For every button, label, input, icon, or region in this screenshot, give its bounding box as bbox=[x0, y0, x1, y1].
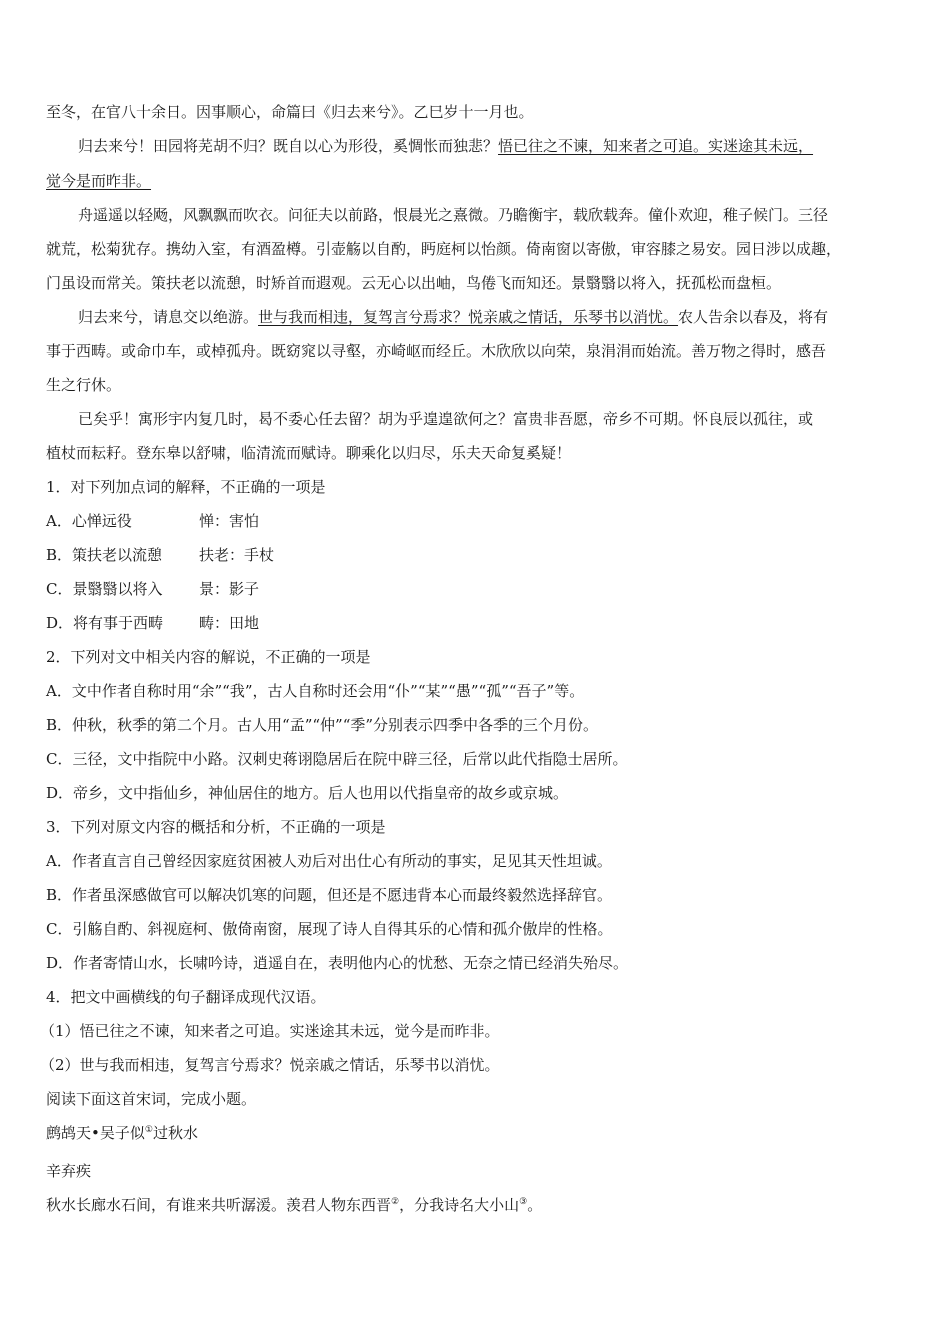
passage-line: 植杖而耘耔。登东皋以舒啸，临清流而赋诗。聊乘化以归尽，乐夫天命复奚疑！ bbox=[46, 444, 572, 462]
question-4-item-2: （2）世与我而相违，复驾言兮焉求？悦亲戚之情话，乐琴书以消忧。 bbox=[40, 1056, 500, 1074]
poem-title: 鹧鸪天•吴子似①过秋水 bbox=[46, 1124, 198, 1142]
question-4-stem: 4．把文中画横线的句子翻译成现代汉语。 bbox=[46, 988, 326, 1006]
underlined-sentence: 悟已往之不谏，知来者之可追。实迷途其未远， bbox=[498, 137, 814, 155]
question-2-option-d: D．帝乡，文中指仙乡，神仙居住的地方。后人也用以代指皇帝的故乡或京城。 bbox=[46, 784, 569, 802]
passage-line: 生之行休。 bbox=[46, 376, 122, 394]
passage-paragraph: 舟遥遥以轻飏，风飘飘而吹衣。问征夫以前路，恨晨光之熹微。乃瞻衡宇，载欣载奔。僮仆欢迎，稚子候门。三径 bbox=[78, 206, 829, 224]
question-1-option-c: C．景翳翳以将入 景：影子 bbox=[46, 580, 260, 598]
question-3-option-b: B．作者虽深感做官可以解决饥寒的问题，但还是不愿违背本心而最终毅然选择辞官。 bbox=[46, 886, 613, 904]
question-3-option-d: D．作者寄情山水，长啸吟诗，逍遥自在，表明他内心的忧愁、无奈之情已经消失殆尽。 bbox=[46, 954, 629, 972]
poem-line: 秋水长廊水石间，有谁来共听潺湲。羡君人物东西晋②，分我诗名大小山③。 bbox=[46, 1196, 543, 1214]
question-2-option-a: A．文中作者自称时用“余”“我”，古人自称时还会用“仆”“某”“愚”“孤”“吾子”等。 bbox=[46, 682, 585, 700]
passage-paragraph: 已矣乎！寓形宇内复几时，曷不委心任去留？胡为乎遑遑欲何之？富贵非吾愿，帝乡不可期。怀良辰以孤往，或 bbox=[78, 410, 814, 428]
question-4-item-1: （1）悟已往之不谏，知来者之可追。实迷途其未远，觉今是而昨非。 bbox=[40, 1022, 500, 1040]
passage-paragraph: 归去来兮，请息交以绝游。世与我而相违，复驾言兮焉求？悦亲戚之情话，乐琴书以消忧。农人告余以春及，将有 bbox=[78, 308, 829, 326]
underlined-sentence: 世与我而相违，复驾言兮焉求？悦亲戚之情话，乐琴书以消忧。 bbox=[258, 308, 679, 326]
question-3-option-c: C．引觞自酌、斜视庭柯、傲倚南窗，展现了诗人自得其乐的心情和孤介傲岸的性格。 bbox=[46, 920, 613, 938]
question-1-option-d: D．将有事于西畴 畴：田地 bbox=[46, 614, 260, 632]
passage-line: 门虽设而常关。策扶老以流憩，时矫首而遐观。云无心以出岫，鸟倦飞而知还。景翳翳以将入，抚孤松而盘桓。 bbox=[46, 274, 782, 292]
question-3-stem: 3．下列对原文内容的概括和分析，不正确的一项是 bbox=[46, 818, 386, 836]
passage-line bbox=[46, 170, 906, 192]
poem-author: 辛弃疾 bbox=[46, 1162, 92, 1180]
question-1-option-b: B．策扶老以流憩 扶老：手杖 bbox=[46, 546, 275, 564]
question-2-option-b: B．仲秋，秋季的第二个月。古人用“孟”“仲”“季”分别表示四季中各季的三个月份。 bbox=[46, 716, 599, 734]
question-2-stem: 2．下列对文中相关内容的解说，不正确的一项是 bbox=[46, 648, 371, 666]
question-1-stem: 1．对下列加点词的解释，不正确的一项是 bbox=[46, 478, 326, 496]
passage-line: 事于西畴。或命巾车，或棹孤舟。既窈窕以寻壑，亦崎岖而经丘。木欣欣以向荣，泉涓涓而始流。善万物之得时，感吾 bbox=[46, 342, 827, 360]
question-3-option-a: A．作者直言自己曾经因家庭贫困被人劝后对出仕心有所动的事实，足见其天性坦诚。 bbox=[46, 852, 612, 870]
question-1-option-a: A．心惮远役 惮：害怕 bbox=[46, 512, 260, 530]
passage-paragraph: 归去来兮！田园将芜胡不归？既自以心为形役，奚惆怅而独悲？悟已往之不谏，知来者之可追。实迷途其未远， bbox=[78, 137, 814, 155]
underlined-sentence: 觉今是而昨非。 bbox=[46, 172, 152, 190]
question-2-option-c: C．三径，文中指院中小路。汉刺史蒋诩隐居后在院中辟三径，后常以此代指隐士居所。 bbox=[46, 750, 628, 768]
poem-intro: 阅读下面这首宋词，完成小题。 bbox=[46, 1090, 257, 1108]
passage-line: 至冬，在官八十余日。因事顺心，命篇曰《归去来兮》。乙巳岁十一月也。 bbox=[46, 103, 534, 121]
passage-line: 就荒，松菊犹存。携幼入室，有酒盈樽。引壶觞以自酌，眄庭柯以怡颜。倚南窗以寄傲，审容膝之易安。园日涉以成趣， bbox=[46, 240, 842, 258]
